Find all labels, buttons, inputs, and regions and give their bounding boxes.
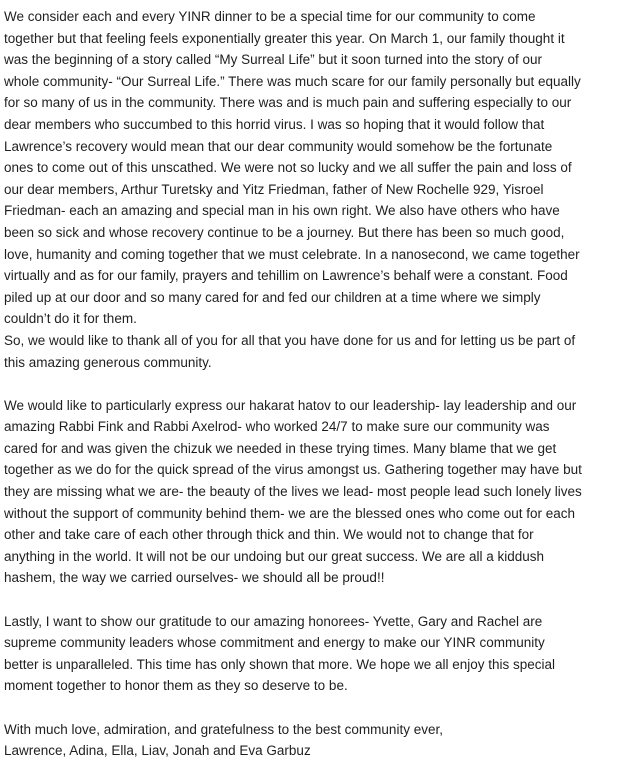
paragraph-honorees: Lastly, I want to show our gratitude to our amazing honorees- Yvette, Gary and Rachel are supreme community leaders whose commitment and energy to make our YINR community better is unparalleled. This time has only shown that more. We hope we all enjoy this special moment together to honor them as they so deserve to be. [4,613,556,694]
paragraph-intro: We consider each and every YINR dinner to be a special time for our community to come together but that feeling feels exponentially greater this year. On March 1, our family thought it was the beginning of a story called “My Surreal Life” but it soon turned into the story of our whole community- “Our Surreal Life.” There was much scare for our family personally but equally for so many of us in the community. There was and is much pain and suffering especially to our dear members who succumbed to this horrid virus. I was so hoping that it would follow that Lawrence’s recovery would mean that our dear community would somehow be the fortunate ones to come out of this unscathed. We were not so lucky and we all suffer the pain and loss of our dear members, Arthur Turetsky and Yitz Friedman, father of New Rochelle 929, Yisroel Friedman- each an amazing and special man in his own right. We also have others who have been so sick and whose recovery continue to be a journey. But there has been so much good, love, humanity and coming together that we must celebrate. In a nanosecond, we came together virtually and as for our family, prayers and tehillim on Lawrence’s behalf were a constant. Food piled up at our door and so many cared for and fed our children at a time where we simply couldn’t do it for them. [4,9,581,327]
paragraph-spacer [4,589,624,611]
paragraph-leadership: We would like to particularly express our hakarat hatov to our leadership- lay leadership and our amazing Rabbi Fink and Rabbi Axelrod- who worked 24/7 to make sure our community was cared for and was given the chizuk we needed in these trying times. Many blame that we get together as we do for the quick spread of the virus amongst us. Gathering together may have but they are missing what we are- the beauty of the lives we lead- most people lead such lonely lives without the support of community behind them- we are the blessed ones who come out for each other and take care of each other through thick and thin. We would not to change that for anything in the world. It will not be our undoing but our great success. We are all a kiddush hashem, the way we carried ourselves- we should all be proud!! [4,397,582,586]
paragraph-spacer [4,373,624,395]
closing-line: With much love, admiration, and gratefulness to the best community ever, [4,721,443,737]
paragraph-thanks: So, we would like to thank all of you for all that you have done for us and for letting us be part of this amazing generous community. [4,332,576,370]
signature-line: Lawrence, Adina, Ella, Liav, Jonah and Eva Garbuz [4,743,311,759]
paragraph-spacer [4,697,624,719]
letter-document [4,6,624,762]
